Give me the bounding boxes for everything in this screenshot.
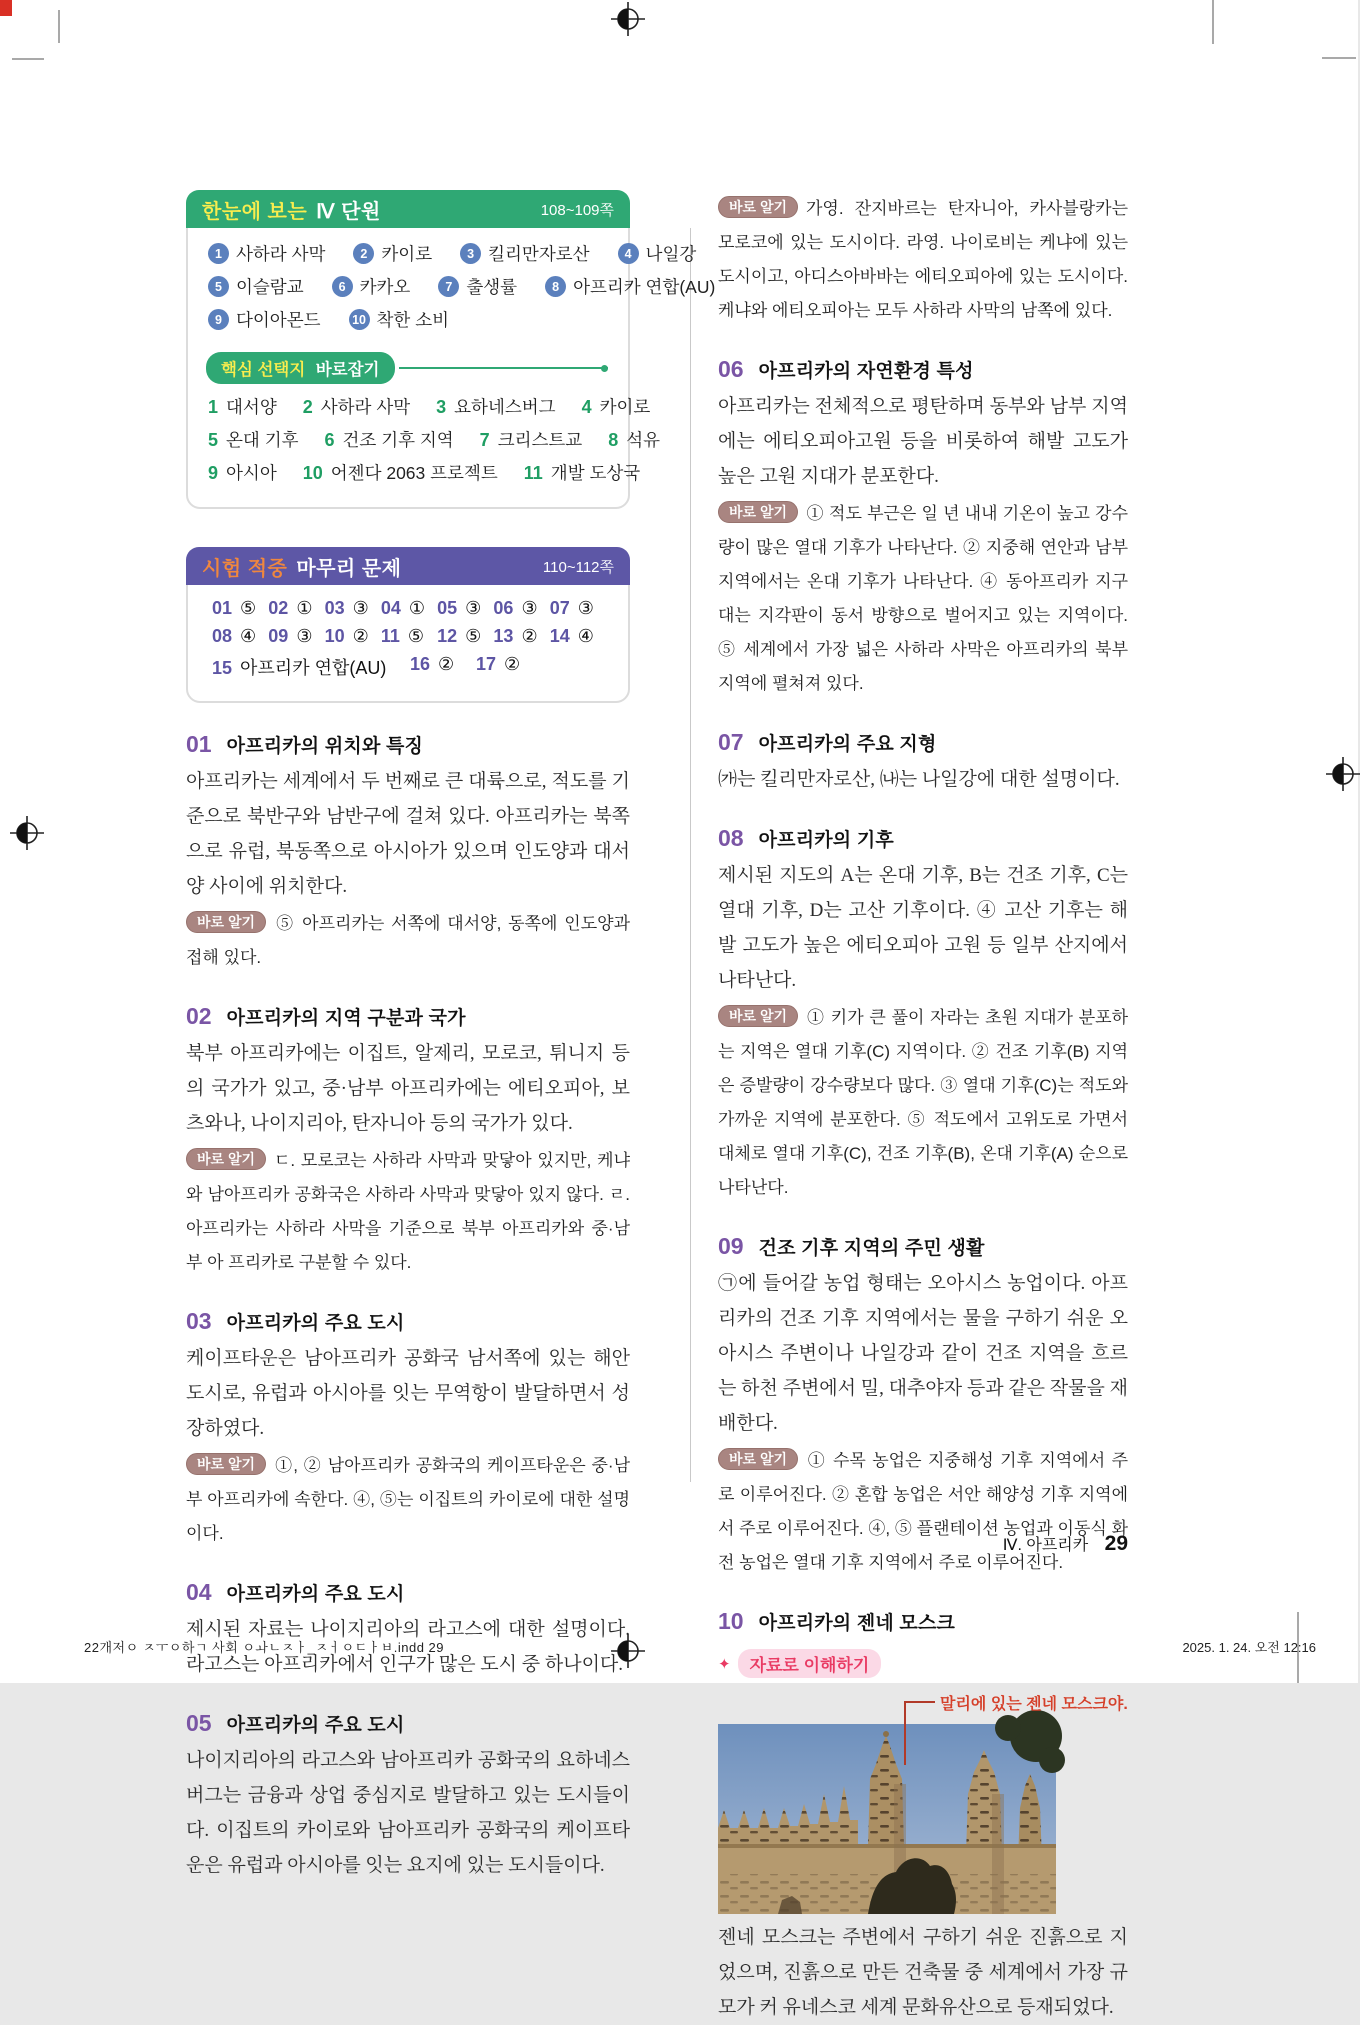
correction-label: 카이로: [599, 397, 651, 417]
glance-item-label: 카카오: [359, 277, 411, 297]
number-badge: 4: [618, 243, 639, 264]
question-number: 02: [268, 598, 289, 618]
baro-note: [186, 1449, 630, 1551]
question-number: 11: [380, 626, 400, 646]
correction-number: 9: [208, 463, 219, 483]
section-number: 10: [718, 1608, 744, 1634]
glance-title-accent: 한눈에 보는: [202, 200, 308, 223]
correction-item: [436, 394, 555, 419]
section-body: 제시된 지도의 A는 온대 기후, B는 건조 기후, C는 열대 기후, D는 고산 기후이다. ④ 고산 기후는 해발 고도가 높은 에티오피아 고원 등 일부 산지에서 나타난다.: [718, 865, 1128, 991]
exam-box-header: [186, 547, 630, 585]
mosque-illustration: [718, 1724, 1056, 1914]
number-badge: 8: [545, 276, 566, 297]
answer-pair: [268, 626, 324, 647]
correction-label: 아시아: [226, 463, 277, 483]
glance-title-unit: Ⅳ 단원: [316, 200, 381, 223]
answer-value: ③: [465, 598, 482, 618]
diamond-icon: ✦: [718, 1655, 731, 1673]
answers-row: [212, 626, 606, 647]
answer-pair: [212, 654, 410, 680]
section-number: 06: [718, 356, 744, 382]
answer-value: ③: [521, 598, 538, 618]
glance-item-label: 출생률: [466, 277, 518, 297]
number-badge: 5: [208, 276, 229, 297]
glance-item-row: [208, 241, 697, 266]
section-number: 04: [186, 1579, 212, 1605]
correction-label: 건조 기후 지역: [342, 430, 454, 450]
answer-pair: [550, 626, 606, 647]
answers-row: [212, 654, 606, 680]
baro-note: [718, 497, 1128, 701]
glance-item: [349, 307, 449, 332]
number-badge: 9: [208, 309, 229, 330]
correction-item: [582, 394, 651, 419]
corrections-list: [188, 394, 661, 507]
answer-value: ⑤: [465, 626, 482, 646]
answer-pair: [268, 598, 324, 619]
answer-value: ③: [577, 598, 594, 618]
glance-item-label: 착한 소비: [376, 310, 450, 330]
section-number: 05: [186, 1710, 212, 1736]
glance-box-header: [186, 190, 630, 228]
section-header: [718, 825, 1128, 852]
section-header: [186, 1579, 630, 1606]
exam-title-rest: 마무리 문제: [296, 557, 402, 580]
correction-number: 10: [302, 463, 323, 483]
baro-badge: 바로 알기: [186, 911, 266, 933]
glance-item-label: 사하라 사막: [236, 244, 326, 264]
crop-mark: [1322, 57, 1356, 59]
section-header: [718, 1608, 1128, 1635]
answer-pair: [212, 626, 268, 647]
baro-badge: 바로 알기: [718, 196, 798, 218]
section-header: [718, 1233, 1128, 1260]
section-title: 아프리카의 젠네 모스크: [758, 1613, 956, 1634]
registration-mark: [10, 816, 44, 850]
glance-item: [545, 274, 715, 299]
section-number: 01: [186, 731, 212, 757]
glance-item-label: 다이아몬드: [236, 310, 321, 330]
glance-item: [438, 274, 517, 299]
answer-value: ③: [352, 598, 369, 618]
section-04: [186, 1579, 630, 1682]
answer-value: ②: [438, 654, 455, 674]
baro-text: ① 적도 부근은 일 년 내내 기온이 높고 강수량이 많은 열대 기후가 나타난다. ② 지중해 연안과 남부 지역에서는 온대 기후가 나타난다. ④ 동아프리카 지구대는 지각판이 동서 방향으로 벌어지고 있는 지역이다. ⑤ 세계에서 가장 넓은 사하라 사막은 아프리카의 북부 지역에 펼쳐져 있다.: [718, 504, 1128, 693]
glance-item: [353, 241, 432, 266]
answer-value: ⑤: [240, 598, 257, 618]
crop-mark: [1212, 0, 1214, 44]
glance-item: [208, 307, 321, 332]
answer-value: ④: [577, 626, 594, 646]
baro-text: ① 수목 농업은 지중해성 기후 지역에서 주로 이루어진다. ② 혼합 농업은 서안 해양성 기후 지역에서 주로 이루어진다. ④, ⑤ 플랜테이션 농업과 이동식 화전 농업은 열대 기후 지역에서 주로 이루어진다.: [718, 1451, 1128, 1572]
answer-value: ⑤: [407, 626, 425, 646]
section-07: [718, 729, 1128, 797]
section-body: 젠네 모스크는 주변에서 구하기 쉬운 진흙으로 지었으며, 진흙으로 만든 건축물 중 세계에서 가장 규모가 커 유네스코 세계 문화유산으로 등재되었다.: [718, 1927, 1128, 2018]
section-title: 아프리카의 주요 도시: [226, 1313, 405, 1334]
answers-row: [212, 598, 606, 619]
section-body: ㉠에 들어갈 농업 형태는 오아시스 농업이다. 아프리카의 건조 기후 지역에서는 물을 구하기 쉬운 오아시스 주변이나 나일강과 같이 건조 지역을 흐르는 하천 주변에서 밀, 대추야자 등과 같은 작물을 재배한다.: [718, 1273, 1128, 1434]
baro-note: [186, 907, 630, 975]
answer-value: ②: [521, 626, 538, 646]
correction-item: [325, 427, 454, 452]
baro-note: [718, 1001, 1128, 1205]
section-body: 나이지리아의 라고스와 남아프리카 공화국의 요하네스버그는 금융과 상업 중심지로 발달하고 있는 도시들이다. 이집트의 카이로와 남아프리카 공화국의 케이프타운은 유럽과 아시아를 잇는 요지에 있는 도시들이다.: [186, 1750, 630, 1876]
answer-pair: [493, 598, 549, 619]
question-number: 08: [212, 626, 233, 646]
question-number: 16: [410, 654, 431, 674]
glance-item: [618, 241, 697, 266]
section-header: [186, 1003, 630, 1030]
section-01: [186, 731, 630, 975]
section-body: 아프리카는 전체적으로 평탄하며 동부와 남부 지역에는 에티오피아고원 등을 비롯하여 해발 고도가 높은 고원 지대가 분포한다.: [718, 396, 1128, 487]
answer-value: ③: [296, 626, 313, 646]
answer-value: 아프리카 연합(AU): [240, 658, 387, 678]
correction-item: [480, 427, 583, 452]
section-title: 아프리카의 지역 구분과 국가: [226, 1008, 466, 1029]
number-badge: 1: [208, 243, 229, 264]
baro-badge: 바로 알기: [718, 501, 798, 523]
baro-note: [186, 1144, 630, 1280]
page-footer: [718, 1532, 1128, 1556]
exam-title-accent: 시험 적중: [202, 557, 288, 580]
djenne-mosque-photo: [718, 1696, 1128, 1914]
section-title: 건조 기후 지역의 주민 생활: [758, 1238, 985, 1259]
corrections-row: [208, 460, 641, 485]
crop-mark: [58, 10, 60, 43]
correction-label: 어젠다 2063 프로젝트: [330, 463, 498, 483]
correction-label: 크리스트교: [497, 430, 583, 450]
answer-pair: [381, 626, 437, 647]
section-title: 아프리카의 주요 지형: [758, 734, 937, 755]
answer-value: ①: [296, 598, 313, 618]
correction-item: [208, 427, 299, 452]
resource-label-row: [718, 1649, 1128, 1678]
baro-note: [718, 1444, 1128, 1580]
correction-label: 온대 기후: [226, 430, 299, 450]
section-number: 02: [186, 1003, 212, 1029]
baro-badge: 바로 알기: [718, 1005, 798, 1027]
correction-number: 7: [479, 430, 490, 450]
correction-label: 개발 도상국: [550, 463, 641, 483]
section-number: 09: [718, 1233, 744, 1259]
section-09: [718, 1233, 1128, 1580]
answer-pair: [410, 654, 476, 680]
correction-item: [208, 460, 277, 485]
correction-label: 석유: [626, 430, 661, 450]
corrections-row: [208, 394, 651, 419]
question-number: 04: [380, 598, 401, 618]
corrections-row: [208, 427, 661, 452]
section-body: 케이프타운은 남아프리카 공화국 남서쪽에 있는 해안 도시로, 유럽과 아시아를 잇는 무역항이 발달하면서 성장하였다.: [186, 1348, 630, 1439]
answer-value: ①: [408, 598, 426, 618]
chapter-label: Ⅳ. 아프리카: [1002, 1537, 1089, 1554]
pill-accent-text: 핵심 선택지: [221, 361, 306, 379]
correction-item: [303, 394, 410, 419]
key-choices-header-row: [206, 352, 608, 384]
baro-text: ㄷ. 모로코는 사하라 사막과 맞닿아 있지만, 케냐와 남아프리카 공화국은 사하라 사막과 맞닿아 있지 않다. ㄹ. 아프리카는 사하라 사막을 기준으로 북부 아프리카와 중·남부 아 프리카로 구분할 수 있다.: [186, 1151, 630, 1272]
section-number: 08: [718, 825, 744, 851]
glance-item: [332, 274, 411, 299]
question-number: 05: [437, 598, 458, 618]
answers-grid: [188, 585, 628, 701]
page-number: 29: [1104, 1532, 1128, 1555]
section-08: [718, 825, 1128, 1205]
correction-label: 대서양: [226, 397, 277, 417]
section-05: [186, 1710, 630, 1883]
photo-callout-text: 말리에 있는 젠네 모스크야.: [940, 1696, 1128, 1713]
question-number: 06: [493, 598, 514, 618]
pill-rest-text: 바로잡기: [315, 361, 380, 379]
baro-text: 가영. 잔지바르는 탄자니아, 카사블랑카는 모로코에 있는 도시이다. 라영. 나이로비는 케냐에 있는 도시이고, 아디스아바바는 에티오피아에 있는 도시이다. 케냐와 에티오피아는 모두 사하라 사막의 남쪽에 있다.: [718, 199, 1128, 320]
answer-pair: [476, 654, 542, 680]
answer-pair: [550, 598, 606, 619]
number-badge: 2: [353, 243, 374, 264]
crop-mark: [12, 58, 44, 60]
question-number: 10: [324, 626, 345, 646]
glance-item: [460, 241, 589, 266]
section-title: 아프리카의 자연환경 특성: [758, 361, 974, 382]
answer-pair: [325, 626, 381, 647]
section-header: [186, 731, 630, 758]
print-timestamp: 2025. 1. 24. 오전 12:16: [1182, 1640, 1316, 1655]
question-number: 12: [437, 626, 458, 646]
correction-number: 1: [208, 397, 219, 417]
correction-number: 11: [523, 463, 543, 483]
baro-badge: 바로 알기: [718, 1448, 798, 1470]
correction-number: 5: [208, 430, 219, 450]
glance-page-range: 108~109쪽: [540, 201, 614, 219]
correction-item: [524, 460, 640, 485]
answer-pair: [437, 598, 493, 619]
correction-item: [608, 427, 660, 452]
question-number: 14: [549, 626, 570, 646]
correction-number: 4: [581, 397, 592, 417]
question-number: 09: [268, 626, 289, 646]
registration-mark: [1326, 757, 1360, 791]
glance-item-label: 아프리카 연합(AU): [573, 277, 716, 297]
pill-line: [399, 367, 609, 369]
section-number: 03: [186, 1308, 212, 1334]
section-10: [718, 1608, 1128, 2025]
baro-badge: 바로 알기: [186, 1453, 266, 1475]
glance-item-label: 이슬람교: [236, 277, 304, 297]
callout-line: [904, 1701, 906, 1765]
glance-item: [208, 241, 325, 266]
correction-number: 6: [324, 430, 335, 450]
correction-number: 8: [608, 430, 619, 450]
exam-page-range: 110~112쪽: [542, 558, 614, 576]
answer-pair: [212, 598, 268, 619]
answer-value: ②: [352, 626, 369, 646]
section-title: 아프리카의 위치와 특징: [226, 736, 424, 757]
resource-label: 자료로 이해하기: [738, 1649, 882, 1678]
baro-text: ① 키가 큰 풀이 자라는 초원 지대가 분포하는 지역은 열대 기후(C) 지역이다. ② 건조 기후(B) 지역은 증발량이 강수량보다 많다. ③ 열대 기후(C)는 적도와 가까운 지역에 분포한다. ⑤ 적도에서 고위도로 가면서 대체로 열대 기후(C), 건조 기후(B), 온대 기후(A) 순으로 나타난다.: [718, 1008, 1128, 1197]
section-title: 아프리카의 주요 도시: [226, 1584, 405, 1605]
correction-item: [208, 394, 277, 419]
question-number: 07: [549, 598, 570, 618]
number-badge: 7: [438, 276, 459, 297]
question-number: 17: [476, 654, 497, 674]
correction-label: 요하네스버그: [454, 397, 556, 417]
question-number: 03: [324, 598, 345, 618]
right-column: [718, 192, 1128, 2025]
glance-item-label: 킬리만자로산: [488, 244, 590, 264]
section-body: 북부 아프리카에는 이집트, 알제리, 모로코, 튀니지 등의 국가가 있고, 중·남부 아프리카에는 에티오피아, 보츠와나, 나이지리아, 탄자니아 등의 국가가 있다.: [186, 1043, 630, 1134]
baro-note-continued: [718, 192, 1128, 328]
glance-item-label: 나일강: [645, 244, 697, 264]
section-title: 아프리카의 주요 도시: [226, 1715, 405, 1736]
question-number: 13: [493, 626, 514, 646]
answer-pair: [325, 598, 381, 619]
baro-text: ①, ② 남아프리카 공화국의 케이프타운은 중·남부 아프리카에 속한다. ④, ⑤는 이집트의 카이로에 대한 설명이다.: [186, 1456, 630, 1543]
registration-mark: [611, 2, 645, 36]
column-divider: [690, 228, 691, 1482]
answer-value: ④: [240, 626, 257, 646]
correction-label: 사하라 사막: [320, 397, 411, 417]
key-choices-pill: [206, 352, 395, 384]
exam-answers-box: [186, 547, 630, 703]
unit-glance-box: [186, 190, 716, 509]
glance-items: [188, 228, 716, 342]
callout-line: [905, 1701, 935, 1703]
correction-item: [303, 460, 498, 485]
section-title: 아프리카의 기후: [758, 830, 894, 851]
number-badge: 6: [332, 276, 353, 297]
section-body: 아프리카는 세계에서 두 번째로 큰 대륙으로, 적도를 기준으로 북반구와 남반구에 걸쳐 있다. 아프리카는 북쪽으로 유럽, 북동쪽으로 아시아가 있으며 인도양과 대서양 사이에 위치한다.: [186, 771, 630, 897]
section-body: 제시된 자료는 나이지리아의 라고스에 대한 설명이다. 라고스는 아프리카에서 인구가 많은 도시 중 하나이다.: [186, 1619, 630, 1675]
answer-pair: [381, 598, 437, 619]
section-06: [718, 356, 1128, 701]
glance-item-row: [208, 274, 716, 299]
section-body: ㈎는 킬리만자로산, ㈏는 나일강에 대한 설명이다.: [718, 769, 1120, 790]
baro-badge: 바로 알기: [186, 1148, 266, 1170]
number-badge: 10: [349, 309, 370, 330]
answer-pair: [437, 626, 493, 647]
section-header: [186, 1308, 630, 1335]
answer-value: ②: [504, 654, 521, 674]
print-filename: 22개저ㅇ ㅈㅜㅇ하ㄱ 사회 ㅇㅘㄴㅈㅏ_ㅈㅓㅇㄷㅏㅂ.indd 29: [84, 1640, 445, 1655]
section-header: [186, 1710, 630, 1737]
correction-number: 3: [436, 397, 447, 417]
color-patch: [0, 0, 12, 16]
section-header: [718, 729, 1128, 756]
baro-text: ⑤ 아프리카는 서쪽에 대서양, 동쪽에 인도양과 접해 있다.: [186, 914, 630, 967]
glance-item-label: 카이로: [381, 244, 433, 264]
section-header: [718, 356, 1128, 383]
section-number: 07: [718, 729, 744, 755]
left-column: [186, 190, 716, 1883]
number-badge: 3: [460, 243, 481, 264]
section-03: [186, 1308, 630, 1551]
question-number: 01: [212, 598, 233, 618]
question-number: 15: [212, 658, 233, 678]
glance-item: [208, 274, 304, 299]
correction-number: 2: [302, 397, 313, 417]
glance-item-row: [208, 307, 608, 332]
section-02: [186, 1003, 630, 1280]
answer-pair: [493, 626, 549, 647]
